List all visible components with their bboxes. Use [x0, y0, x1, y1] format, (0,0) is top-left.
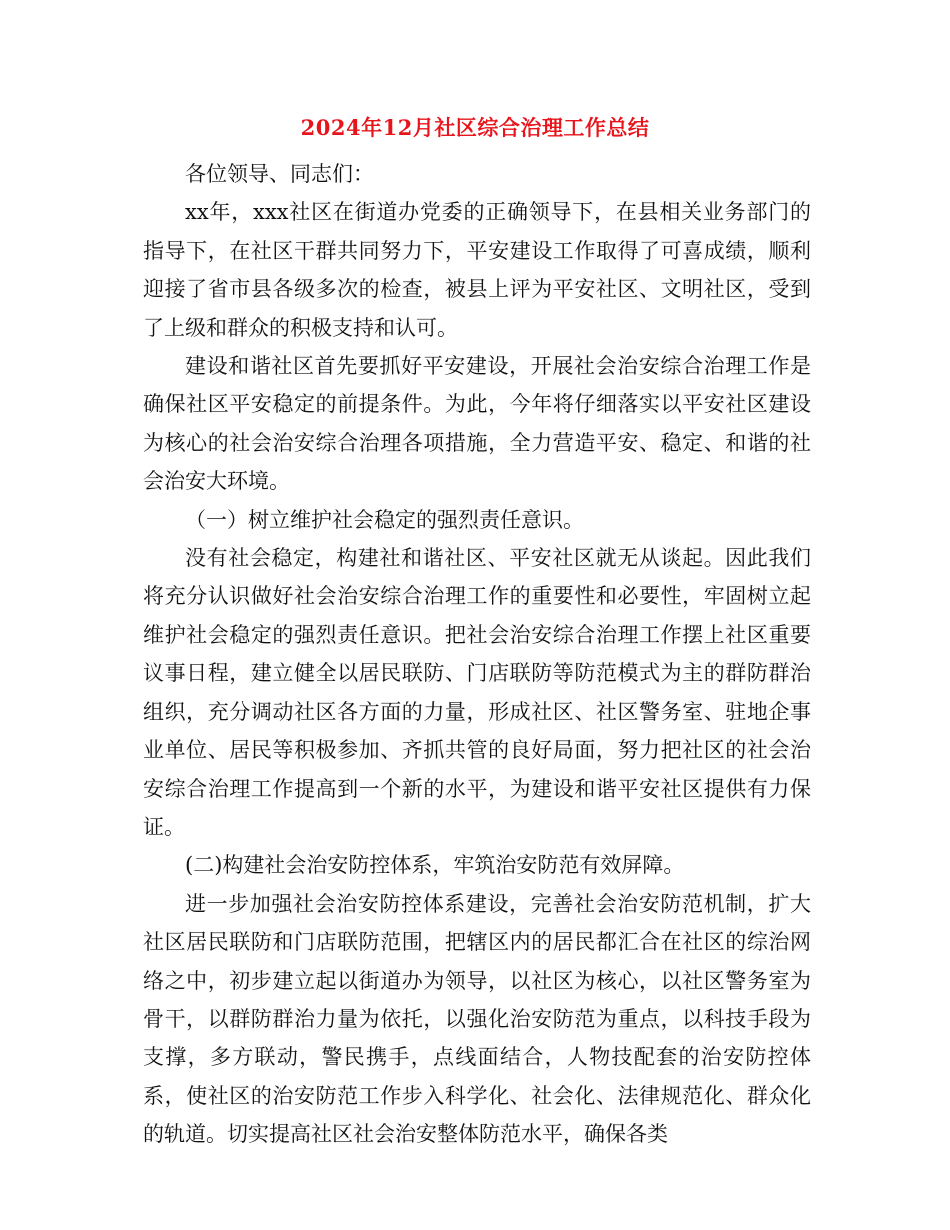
paragraph: 建设和谐社区首先要抓好平安建设，开展社会治安综合治理工作是确保社区平安稳定的前提条件。为此，今年将仔细落实以平安社区建设为核心的社会治安综合治理各项措施，全力营造平安、稳定、和谐的社会治安大环境。 — [143, 354, 811, 494]
paragraph: 进一步加强社会治安防控体系建设，完善社会治安防范机制，扩大社区居民联防和门店联防范围，把辖区内的居民都汇合在社区的综治网络之中，初步建立起以街道办为领导，以社区为核心，以社区警务室为骨干，以群防群治力量为依托，以强化治安防范为重点，以科技手段为支撑，多方联动，警民携手，点线面结合，人物技配套的治安防控体系，使社区的治安防范工作步入科学化、社会化、法律规范化、群众化的轨道。切实提高社区社会治安整体防范水平，确保各类 — [143, 891, 811, 1147]
section-heading: （一）树立维护社会稳定的强烈责任意识。 — [185, 507, 584, 532]
document-body — [143, 155, 811, 1154]
document-title: 2024年12月社区综合治理工作总结 — [300, 115, 650, 140]
paragraph: 没有社会稳定，构建社和谐社区、平安社区就无从谈起。因此我们将充分认识做好社会治安综合治理工作的重要性和必要性，牢固树立起维护社会稳定的强烈责任意识。把社会治安综合治理工作摆上社区重要议事日程，建立健全以居民联防、门店联防等防范模式为主的群防群治组织，充分调动社区各方面的力量，形成社区、社区警务室、驻地企事业单位、居民等积极参加、齐抓共管的良好局面，努力把社区的社会治安综合治理工作提高到一个新的水平，为建设和谐平安社区提供有力保证。 — [143, 546, 811, 839]
paragraph: xx年，xxx社区在街道办党委的正确领导下，在县相关业务部门的指导下，在社区干群共同努力下，平安建设工作取得了可喜成绩，顺利迎接了省市县各级多次的检查，被县上评为平安社区、文明社区，受到了上级和群众的积极支持和认可。 — [143, 200, 811, 340]
paragraph-salutation: 各位领导、同志们： — [185, 162, 374, 186]
section-heading: (二)构建社会治安防控体系，牢筑治安防范有效屏障。 — [185, 853, 685, 878]
